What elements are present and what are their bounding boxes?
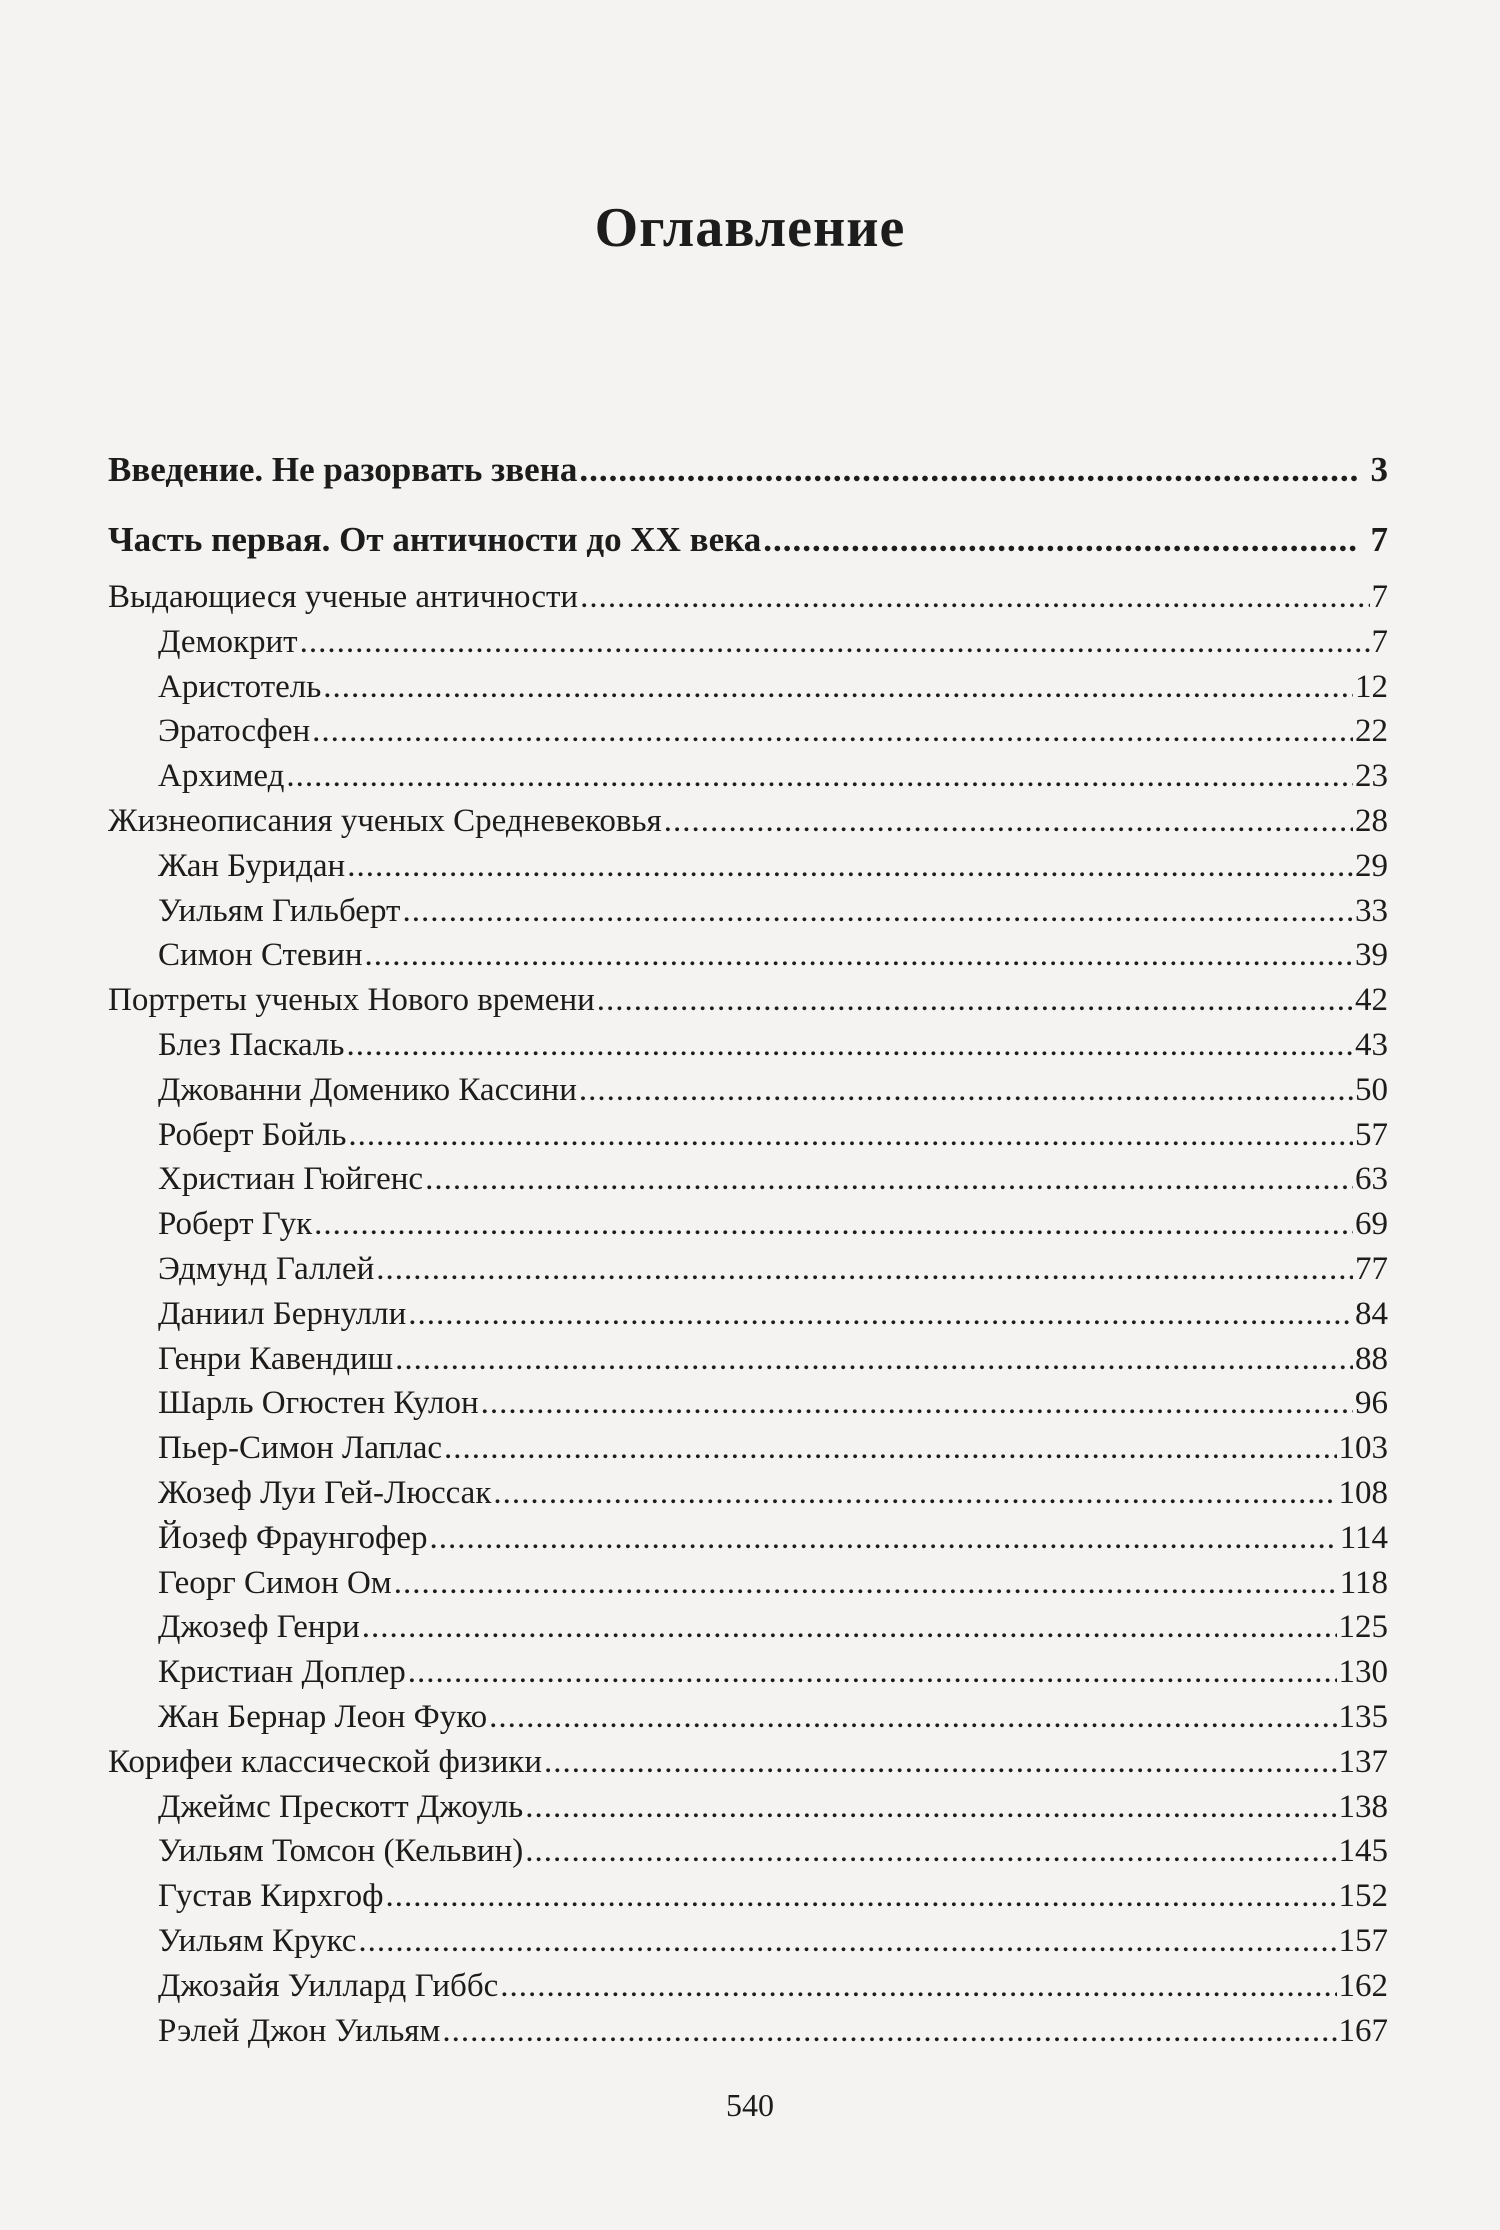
toc-entry-page: 43 <box>1355 1026 1388 1063</box>
dot-leader <box>346 1023 1353 1068</box>
dot-leader <box>408 1292 1353 1337</box>
toc-entry-label: Джозайя Уиллард Гиббс <box>158 1967 499 2004</box>
toc-entry-label: Введение. Не разорвать звена <box>108 450 578 489</box>
toc-entry-page: 69 <box>1355 1206 1388 1243</box>
toc-entry <box>108 1247 1388 1292</box>
toc-entry-page: 118 <box>1339 1564 1388 1601</box>
toc-entry-page: 12 <box>1355 668 1388 705</box>
toc-entry-label: Христиан Гюйгенс <box>158 1161 424 1198</box>
dot-leader <box>312 709 1353 754</box>
toc-entry-page: 145 <box>1338 1833 1388 1870</box>
toc-entry-label: Джозеф Генри <box>158 1609 360 1646</box>
dot-leader <box>430 1516 1338 1561</box>
toc-entry-label: Жан Буридан <box>158 847 346 884</box>
dot-leader <box>376 1247 1353 1292</box>
dot-leader <box>525 1829 1336 1874</box>
toc-entry-page: 96 <box>1355 1385 1388 1422</box>
toc-entry <box>108 620 1388 665</box>
toc-entry <box>108 1068 1388 1113</box>
toc-entry-label: Часть первая. От античности до XX века <box>108 520 762 559</box>
toc-entry-page: 28 <box>1355 802 1388 839</box>
toc-entry <box>108 1964 1388 2009</box>
toc-entry-label: Роберт Бойль <box>158 1116 347 1153</box>
toc-entry-label: Даниил Бернулли <box>158 1295 407 1332</box>
dot-leader <box>442 2009 1336 2054</box>
table-of-contents <box>108 435 1388 2053</box>
toc-entry <box>108 978 1388 1023</box>
toc-entry-page: 84 <box>1355 1295 1388 1332</box>
toc-entry-label: Корифеи классической физики <box>108 1743 542 1780</box>
dot-leader <box>365 933 1353 978</box>
dot-leader <box>286 754 1353 799</box>
toc-entry <box>108 709 1388 754</box>
toc-entry-label: Роберт Гук <box>158 1206 313 1243</box>
toc-entry <box>108 665 1388 710</box>
toc-entry <box>108 1740 1388 1785</box>
dot-leader <box>580 575 1369 620</box>
toc-entry <box>108 754 1388 799</box>
toc-entry-label: Эдмунд Галлей <box>158 1250 375 1287</box>
toc-entry <box>108 1202 1388 1247</box>
toc-entry-label: Шарль Огюстен Кулон <box>158 1385 479 1422</box>
toc-entry-page: 138 <box>1338 1788 1388 1825</box>
toc-entry-page: 42 <box>1355 982 1388 1019</box>
dot-leader <box>579 435 1358 505</box>
toc-entry <box>108 2009 1388 2054</box>
toc-entry-page: 57 <box>1355 1116 1388 1153</box>
dot-leader <box>362 1605 1337 1650</box>
toc-entry-label: Эратосфен <box>158 713 311 750</box>
toc-entry-label: Уильям Крукс <box>158 1922 357 1959</box>
toc-entry-page: 7 <box>1371 623 1388 660</box>
dot-leader <box>664 799 1353 844</box>
toc-entry-label: Жан Бернар Леон Фуко <box>158 1698 488 1735</box>
toc-entry-page: 23 <box>1355 758 1388 795</box>
toc-entry-page: 103 <box>1338 1430 1388 1467</box>
toc-entry <box>108 1292 1388 1337</box>
toc-entry <box>108 889 1388 934</box>
toc-entry-label: Симон Стевин <box>158 937 363 974</box>
toc-entry <box>108 1650 1388 1695</box>
dot-leader <box>402 889 1353 934</box>
toc-entry-label: Уильям Томсон (Кельвин) <box>158 1833 524 1870</box>
toc-entry-page: 22 <box>1355 713 1388 750</box>
toc-entry-page: 130 <box>1338 1654 1388 1691</box>
toc-entry-label: Йозеф Фраунгофер <box>158 1519 428 1556</box>
toc-entry <box>108 1471 1388 1516</box>
toc-entry-page: 137 <box>1338 1743 1388 1780</box>
toc-entry-label: Выдающиеся ученые античности <box>108 579 579 615</box>
toc-entry <box>108 1695 1388 1740</box>
toc-entry-page: 33 <box>1355 892 1388 929</box>
dot-leader <box>348 1113 1353 1158</box>
toc-entry <box>108 575 1388 620</box>
dot-leader <box>395 1337 1353 1382</box>
toc-entry <box>108 1426 1388 1471</box>
toc-entry <box>108 799 1388 844</box>
toc-entry-page: 108 <box>1338 1474 1388 1511</box>
dot-leader <box>444 1426 1337 1471</box>
dot-leader <box>394 1561 1338 1606</box>
dot-leader <box>425 1157 1353 1202</box>
dot-leader <box>386 1874 1337 1919</box>
toc-entry-page: 39 <box>1355 937 1388 974</box>
toc-entry-label: Джеймс Прескотт Джоуль <box>158 1788 524 1825</box>
toc-entry-label: Рэлей Джон Уильям <box>158 2012 441 2049</box>
dot-leader <box>597 978 1353 1023</box>
dot-leader <box>489 1695 1336 1740</box>
dot-leader <box>544 1740 1337 1785</box>
page-number: 540 <box>726 2087 774 2123</box>
toc-entry <box>108 933 1388 978</box>
toc-entry-label: Георг Симон Ом <box>158 1564 392 1601</box>
toc-entry <box>108 1919 1388 1964</box>
toc-entry-page: 114 <box>1339 1519 1388 1556</box>
toc-entry-label: Демокрит <box>158 623 298 660</box>
toc-entry-page: 50 <box>1355 1071 1388 1108</box>
toc-entry <box>108 1785 1388 1830</box>
toc-entry-label: Уильям Гильберт <box>158 892 401 929</box>
toc-entry-page: 29 <box>1355 847 1388 884</box>
toc-entry-page: 167 <box>1338 2012 1388 2049</box>
toc-entry-page: 7 <box>1371 579 1388 615</box>
toc-entry <box>108 1874 1388 1919</box>
page-title: Оглавление <box>594 197 906 259</box>
toc-entry <box>108 1381 1388 1426</box>
toc-entry-label: Джованни Доменико Кассини <box>158 1071 577 1108</box>
toc-entry-label: Блез Паскаль <box>158 1026 345 1063</box>
dot-leader <box>347 844 1353 889</box>
dot-leader <box>500 1964 1336 2009</box>
toc-entry <box>108 435 1388 505</box>
toc-entry-label: Архимед <box>158 758 285 795</box>
toc-entry <box>108 1605 1388 1650</box>
toc-entry-page: 125 <box>1338 1609 1388 1646</box>
toc-entry-label: Пьер-Симон Лаплас <box>158 1430 442 1467</box>
toc-entry-page: 135 <box>1338 1698 1388 1735</box>
toc-entry <box>108 505 1388 575</box>
dot-leader <box>525 1785 1336 1830</box>
dot-leader <box>408 1650 1337 1695</box>
toc-entry <box>108 844 1388 889</box>
dot-leader <box>481 1381 1353 1426</box>
toc-entry <box>108 1023 1388 1068</box>
toc-entry <box>108 1157 1388 1202</box>
toc-entry-page: 63 <box>1355 1161 1388 1198</box>
toc-entry-label: Аристотель <box>158 668 322 705</box>
toc-entry-label: Кристиан Доплер <box>158 1654 406 1691</box>
toc-entry-label: Портреты ученых Нового времени <box>108 982 595 1019</box>
dot-leader <box>323 665 1353 710</box>
dot-leader <box>314 1202 1353 1247</box>
toc-entry <box>108 1113 1388 1158</box>
dot-leader <box>300 620 1370 665</box>
dot-leader <box>493 1471 1336 1516</box>
toc-entry-page: 152 <box>1338 1878 1388 1915</box>
toc-entry-page: 162 <box>1338 1967 1388 2004</box>
toc-entry-page: 88 <box>1355 1340 1388 1377</box>
toc-entry-page: 157 <box>1338 1922 1388 1959</box>
toc-entry <box>108 1561 1388 1606</box>
toc-entry <box>108 1516 1388 1561</box>
toc-entry-page: 77 <box>1355 1250 1388 1287</box>
toc-entry <box>108 1829 1388 1874</box>
dot-leader <box>358 1919 1336 1964</box>
toc-entry <box>108 1337 1388 1382</box>
toc-entry-label: Густав Кирхгоф <box>158 1878 384 1915</box>
toc-entry-page: 3 <box>1370 450 1388 489</box>
toc-entry-page: 7 <box>1370 520 1388 559</box>
toc-entry-label: Жизнеописания ученых Средневековья <box>108 802 662 839</box>
dot-leader <box>579 1068 1353 1113</box>
toc-entry-label: Генри Кавендиш <box>158 1340 394 1377</box>
toc-entry-label: Жозеф Луи Гей-Люссак <box>158 1474 492 1511</box>
dot-leader <box>763 505 1358 575</box>
